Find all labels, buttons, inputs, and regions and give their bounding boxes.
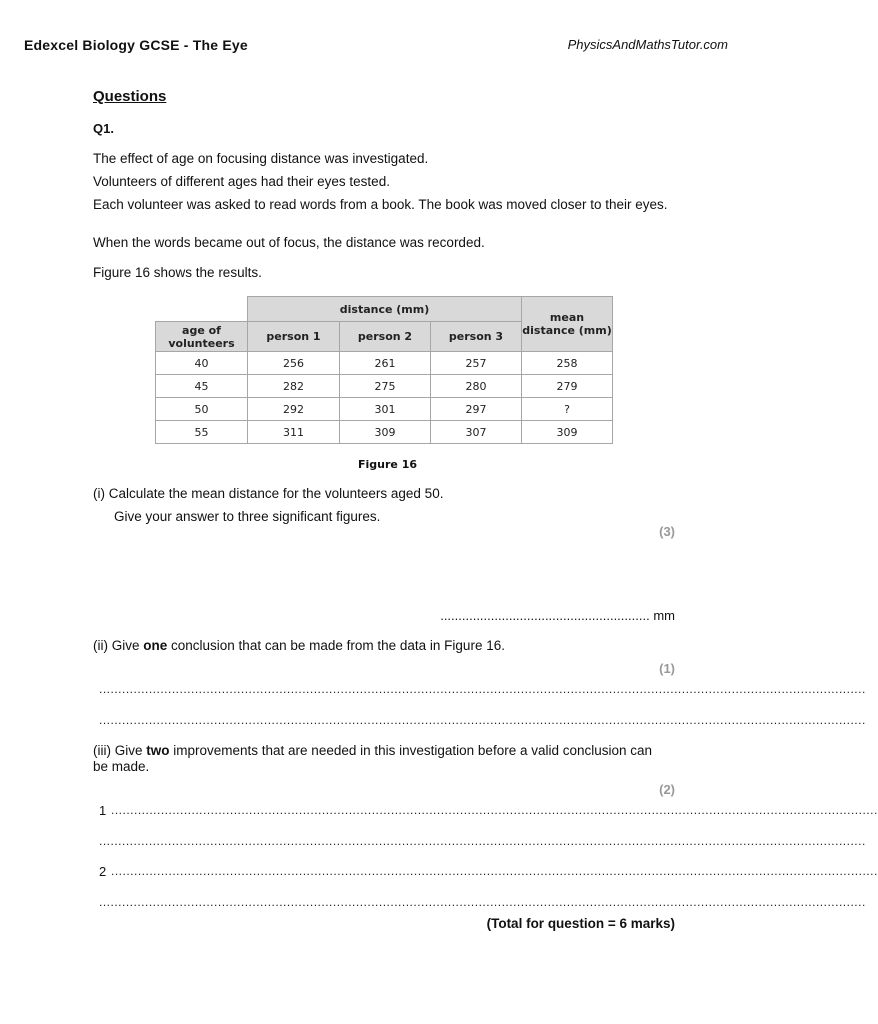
person-2-cell: 301 [340, 398, 431, 421]
mean-cell: 309 [522, 421, 613, 444]
person-3-cell: 307 [431, 421, 522, 444]
mean-distance-header: mean distance (mm) [522, 297, 613, 352]
answer-line[interactable]: ........................................................................................................................................................................................................ [99, 834, 866, 848]
part-iii-emphasis: two [146, 743, 170, 758]
age-cell: 55 [156, 421, 248, 444]
person-3-cell: 280 [431, 375, 522, 398]
part-i-answer-line[interactable] [440, 608, 675, 623]
mean-cell: 279 [522, 375, 613, 398]
person-3-cell: 257 [431, 352, 522, 375]
person-2-cell: 309 [340, 421, 431, 444]
person-3-cell: 297 [431, 398, 522, 421]
table-row [156, 375, 613, 398]
part-i-question: (i) Calculate the mean distance for the volunteers aged 50. [93, 486, 444, 501]
table-corner [156, 297, 248, 322]
answer-line[interactable]: ........................................................................................................................................................................................................ [99, 713, 866, 727]
answer-line[interactable]: ........................................................................................................................................................................................................ [99, 895, 866, 909]
person-2-header: person 2 [340, 322, 431, 352]
answer-label-1: 1 [99, 803, 107, 818]
part-i-instruction: Give your answer to three significant figures. [114, 509, 381, 524]
answer-label-2: 2 [99, 864, 107, 879]
person-2-cell: 261 [340, 352, 431, 375]
distance-group-header: distance (mm) [248, 297, 522, 322]
person-1-cell: 256 [248, 352, 340, 375]
intro-line-1: The effect of age on focusing distance was investigated. [93, 151, 429, 166]
answer-line[interactable]: ........................................................................................................................................................................................................ [99, 682, 866, 696]
answer-line[interactable]: ........................................................................................................................................................................................................ [111, 864, 878, 878]
age-cell: 45 [156, 375, 248, 398]
results-table [155, 296, 613, 444]
mean-cell: 258 [522, 352, 613, 375]
part-ii-marks: (1) [659, 661, 675, 676]
document-header-title: Edexcel Biology GCSE - The Eye [24, 37, 248, 53]
answer-unit: mm [653, 608, 675, 623]
part-iii-marks: (2) [659, 782, 675, 797]
part-ii-emphasis: one [143, 638, 168, 653]
section-title: Questions [93, 88, 167, 105]
part-ii-prefix: (ii) Give [93, 638, 144, 653]
age-cell: 50 [156, 398, 248, 421]
answer-dots: .......................................................... [440, 608, 650, 623]
table-row [156, 352, 613, 375]
site-name: PhysicsAndMathsTutor.com [567, 37, 728, 52]
person-1-header: person 1 [248, 322, 340, 352]
table-row [156, 421, 613, 444]
question-number: Q1. [93, 121, 114, 136]
intro-line-5: Figure 16 shows the results. [93, 265, 262, 280]
total-marks: (Total for question = 6 marks) [486, 916, 675, 931]
person-2-cell: 275 [340, 375, 431, 398]
intro-line-4: When the words became out of focus, the distance was recorded. [93, 235, 485, 250]
person-1-cell: 292 [248, 398, 340, 421]
part-i-marks: (3) [659, 524, 675, 539]
table-row [156, 398, 613, 421]
mean-cell: ? [522, 398, 613, 421]
part-ii-suffix: conclusion that can be made from the data in Figure 16. [167, 638, 505, 653]
answer-line[interactable]: ........................................................................................................................................................................................................ [111, 803, 878, 817]
intro-line-2: Volunteers of different ages had their eyes tested. [93, 174, 390, 189]
figure-caption: Figure 16 [358, 458, 418, 471]
part-iii-question [93, 743, 668, 775]
person-3-header: person 3 [431, 322, 522, 352]
person-1-cell: 311 [248, 421, 340, 444]
part-iii-prefix: (iii) Give [93, 743, 147, 758]
age-cell: 40 [156, 352, 248, 375]
intro-line-3: Each volunteer was asked to read words from a book. The book was moved closer to their eyes. [93, 197, 668, 212]
part-iii-suffix: improvements that are needed in this investigation before a valid conclusion can be made. [93, 743, 653, 774]
part-ii-question [93, 638, 673, 654]
person-1-cell: 282 [248, 375, 340, 398]
age-header: age of volunteers [156, 322, 248, 352]
